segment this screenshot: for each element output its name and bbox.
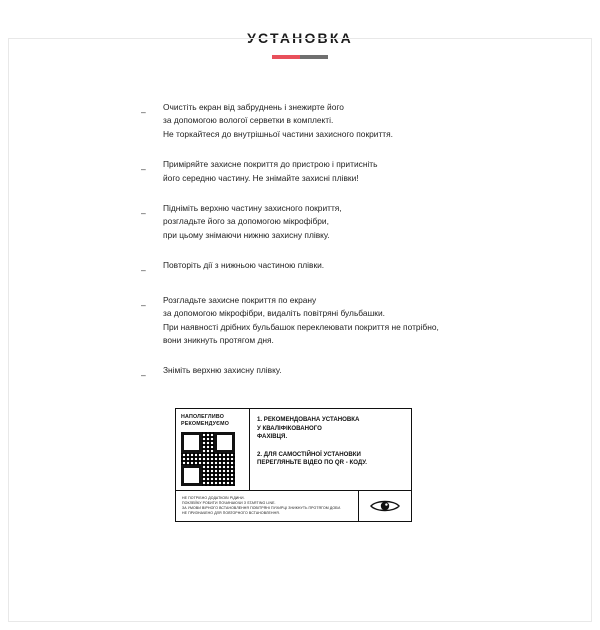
list-item (0, 158, 600, 185)
title-divider (272, 55, 328, 59)
list-item (0, 364, 600, 382)
qr-finder-bottom-left (181, 465, 202, 486)
list-item (0, 259, 600, 277)
step-line: розгладьте його за допомогою мікрофібри, (163, 216, 329, 227)
step-line: вони зникнуть протягом дня. (163, 334, 274, 345)
step-line: за допомогою вологої серветки в комплекті. (163, 115, 334, 126)
step-line: Підніміть верхню частину захисного покриття, (163, 203, 342, 214)
step-line: При наявності дрібних бульбашок переклеювати покриття не потрібно, (163, 321, 439, 332)
fine-print-line: НЕ ПОТРІБНО ДОДАТКОВІ РІДИНИ. (182, 496, 245, 500)
label-item-1-line-1: 1. РЕКОМЕНДОВАНА УСТАНОВКА (257, 416, 360, 423)
step-bullet: – (141, 299, 146, 310)
step-bullet: – (141, 107, 146, 117)
fine-print-line: ПОКЛЕЙКУ РОБИТИ ПОЧИНАЮЧИ З STARTING LINE. (182, 501, 276, 505)
step-line: Не торкайтеся до внутрішньої частини захисного покриття. (163, 128, 393, 139)
page-title: УСТАНОВКА (247, 30, 353, 46)
step-line: за допомогою мікрофібри, видаліть повітряні бульбашки. (163, 308, 385, 319)
badge-line-2: РЕКОМЕНДУЄМО (181, 421, 230, 427)
step-text (163, 101, 600, 141)
step-line: Приміряйте захисне покриття до пристрою і притисніть (163, 159, 378, 170)
recommendation-label (175, 408, 412, 522)
badge-line-1: НАПОЛЕГЛИВО (181, 414, 225, 420)
label-badge-column (176, 409, 250, 490)
list-item (0, 294, 600, 348)
step-bullet: – (141, 164, 146, 175)
step-bullet: – (141, 208, 146, 219)
step-bullet: – (141, 370, 146, 381)
step-line: Зніміть верхню захисну плівку. (163, 365, 282, 376)
instruction-steps (0, 101, 600, 382)
label-bottom-section (176, 491, 411, 521)
label-item-1-line-3: ФАХІВЦЯ. (257, 433, 288, 441)
label-fine-print (176, 491, 358, 521)
label-item-1-line-2: У КВАЛІФІКОВАНОГО (257, 424, 322, 432)
list-item (0, 101, 600, 141)
label-spacer (257, 442, 405, 451)
step-text (163, 294, 600, 348)
label-item-2-line-2: ПЕРЕГЛЯНЬТЕ ВІДЕО ПО QR - КОДУ. (257, 459, 367, 467)
eye-icon-box (358, 491, 411, 521)
qr-code-icon (181, 432, 235, 486)
fine-print-line: ЗА УМОВИ ВІРНОГО ВСТАНОВЛЕННЯ ПОВІТРЯНІ ПУХИРЦІ ЗНИКНУТЬ ПРОТЯГОМ ДОБИ. (182, 506, 342, 510)
label-text-column (250, 409, 411, 490)
step-text (163, 259, 600, 272)
step-line: Розгладьте захисне покриття по екрану (163, 294, 317, 305)
label-box (175, 408, 412, 522)
step-line: Повторіть дії з нижньою частиною плівки. (163, 260, 325, 271)
step-text (163, 158, 600, 185)
step-line: його середню частину. Не знімайте захисні плівки! (163, 172, 359, 183)
label-top-section (176, 409, 411, 491)
label-item-2-line-1: 2. ДЛЯ САМОСТІЙНОЇ УСТАНОВКИ (257, 450, 361, 458)
step-text (163, 364, 600, 377)
document-page (0, 30, 600, 630)
list-item (0, 202, 600, 242)
step-bullet: – (141, 265, 146, 276)
step-text (163, 202, 600, 242)
fine-print-line: НЕ ПРИЗНАЧЕНО ДЛЯ ПОВТОРНОГО ВСТАНОВЛЕННЯ. (182, 511, 280, 515)
divider-segment-accent (272, 55, 300, 59)
eye-icon (370, 499, 400, 513)
divider-segment-gray (300, 55, 328, 59)
step-line: Очистіть екран від забруднень і знежирте його (163, 102, 344, 112)
step-line: при цьому знімаючи нижню захисну плівку. (163, 229, 330, 240)
